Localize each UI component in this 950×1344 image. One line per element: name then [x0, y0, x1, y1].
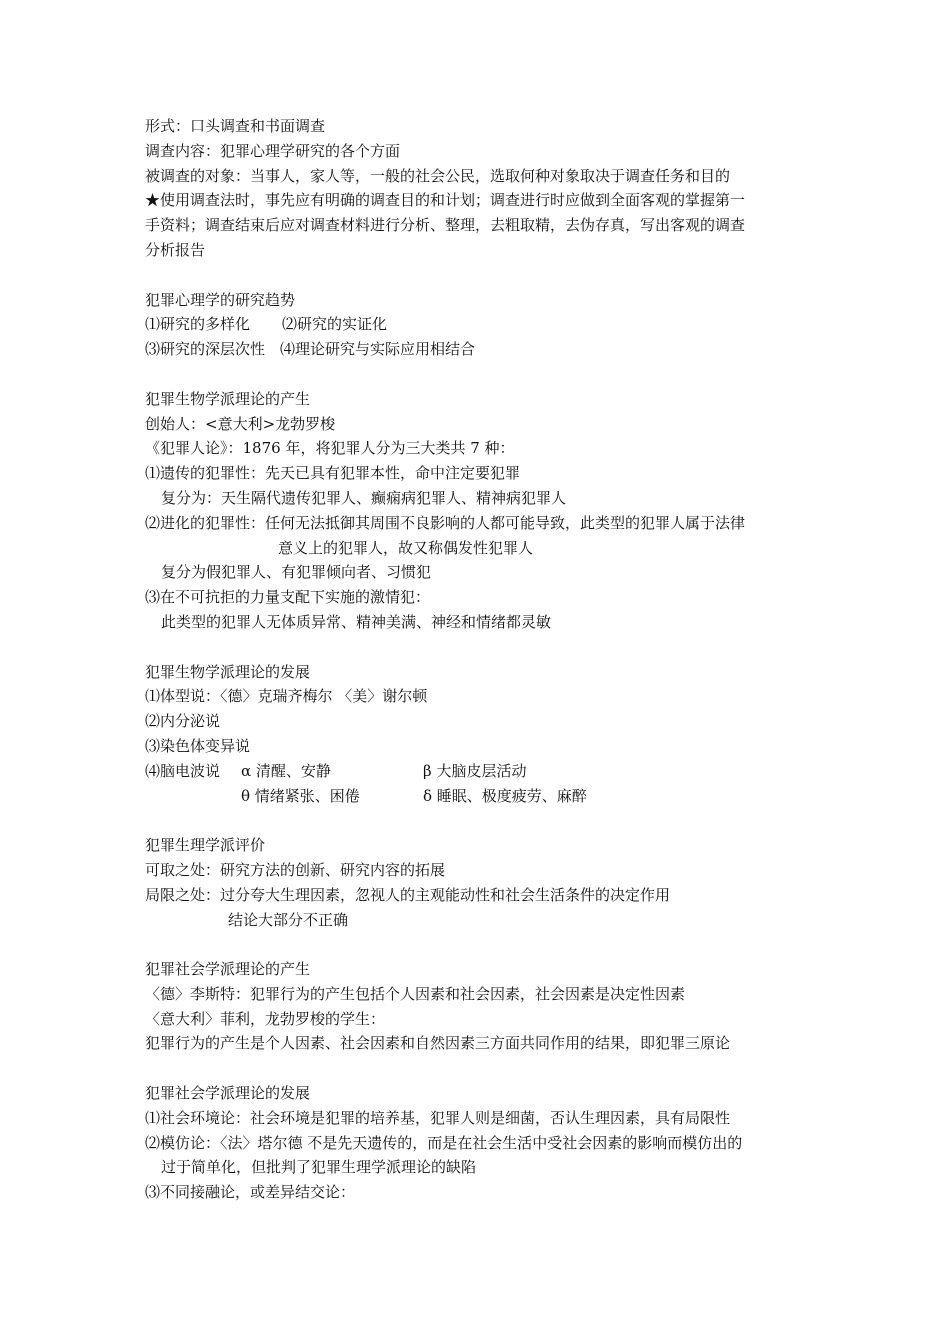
section-title-bio-development: 犯罪生物学派理论的发展 [145, 662, 311, 681]
eval-limits-cont: 结论大部分不正确 [228, 910, 349, 929]
bio-type-2: ⑵进化的犯罪性：任何无法抵御其周围不良影响的人都可能导致，此类型的犯罪人属于法律 [145, 513, 746, 532]
eval-limits: 局限之处：过分夸大生理因素，忽视人的主观能动性和社会生活条件的决定作用 [145, 885, 671, 904]
bio-dev-3: ⑶染色体变异说 [145, 736, 251, 755]
social-dev-2: ⑵模仿论：〈法〉塔尔德 不是先天遗传的，而是在社会生活中受社会因素的影响而模仿出的 [145, 1133, 743, 1152]
bio-type-1-sub: 复分为：天生隔代遗传犯罪人、癫痫病犯罪人、精神病犯罪人 [161, 488, 567, 507]
social-dev-3: ⑶不同接融论，或差异结交论： [145, 1183, 356, 1202]
social-three-factors: 犯罪行为的产生是个人因素、社会因素和自然因素三方面共同作用的结果，即犯罪三原论 [145, 1034, 731, 1053]
trend-1: ⑴研究的多样化 [145, 315, 251, 334]
wave-theta: θ 情绪紧张、困倦 [241, 786, 360, 805]
bio-type-3-sub: 此类型的犯罪人无体质异常、精神美满、神经和情绪都灵敏 [161, 612, 552, 631]
social-ferri: 〈意大利〉菲利，龙勃罗梭的学生： [145, 1009, 386, 1028]
section-title-physio-evaluation: 犯罪生理学派评价 [145, 836, 266, 855]
wave-beta: β 大脑皮层活动 [423, 761, 527, 780]
trend-4: ⑷理论研究与实际应用相结合 [280, 340, 476, 359]
survey-note-line-3: 分析报告 [145, 240, 206, 259]
bio-type-1: ⑴遗传的犯罪性：先天已具有犯罪本性，命中注定要犯罪 [145, 464, 521, 483]
bio-dev-4: ⑷脑电波说 [145, 761, 221, 780]
section-title-social-development: 犯罪社会学派理论的发展 [145, 1084, 311, 1103]
bio-founder: 创始人：<意大利>龙勃罗梭 [145, 414, 336, 433]
survey-content: 调查内容：犯罪心理学研究的各个方面 [145, 141, 401, 160]
social-dev-1: ⑴社会环境论：社会环境是犯罪的培养基，犯罪人则是细菌，否认生理因素，具有局限性 [145, 1108, 731, 1127]
social-liszt: 〈德〉李斯特：犯罪行为的产生包括个人因素和社会因素，社会因素是决定性因素 [145, 984, 686, 1003]
section-title-social-origin: 犯罪社会学派理论的产生 [145, 960, 311, 979]
survey-form: 形式：口头调查和书面调查 [145, 117, 326, 135]
eval-merits: 可取之处：研究方法的创新、研究内容的拓展 [145, 860, 446, 879]
trend-2: ⑵研究的实证化 [282, 315, 388, 334]
trends-row-2 [145, 337, 825, 362]
section-title-research-trends: 犯罪心理学的研究趋势 [145, 290, 296, 309]
trend-3: ⑶研究的深层次性 [145, 340, 266, 359]
survey-subjects: 被调查的对象：当事人，家人等，一般的社会公民，选取何种对象取决于调查任务和目的 [145, 166, 731, 185]
social-dev-2-cont: 过于简单化，但批判了犯罪生理学派理论的缺陷 [161, 1158, 477, 1177]
trends-row-1 [145, 312, 825, 337]
document-page [145, 114, 825, 1205]
bio-dev-1: ⑴体型说：〈德〉克瑞齐梅尔 〈美〉谢尔顿 [145, 687, 428, 706]
survey-note-line-1: ★使用调查法时，事先应有明确的调查目的和计划；调查进行时应做到全面客观的掌握第一 [145, 191, 746, 210]
wave-delta: δ 睡眠、极度疲劳、麻醉 [423, 786, 587, 805]
bio-book: 《犯罪人论》：1876 年，将犯罪人分为三大类共 7 种： [145, 439, 515, 458]
bio-dev-4-row-2 [145, 784, 825, 809]
bio-dev-4-row-1 [145, 759, 825, 784]
bio-type-2-sub: 复分为假犯罪人、有犯罪倾向者、习惯犯 [161, 563, 432, 582]
bio-dev-2: ⑵内分泌说 [145, 712, 221, 731]
bio-type-3: ⑶在不可抗拒的力量支配下实施的激情犯： [145, 588, 431, 607]
bio-type-2-cont: 意义上的犯罪人，故又称偶发性犯罪人 [278, 538, 534, 557]
wave-alpha: α 清醒、安静 [241, 761, 331, 780]
section-title-bio-origin: 犯罪生物学派理论的产生 [145, 389, 311, 408]
survey-note-line-2: 手资料；调查结束后应对调查材料进行分析、整理，去粗取精，去伪存真，写出客观的调查 [145, 216, 746, 235]
